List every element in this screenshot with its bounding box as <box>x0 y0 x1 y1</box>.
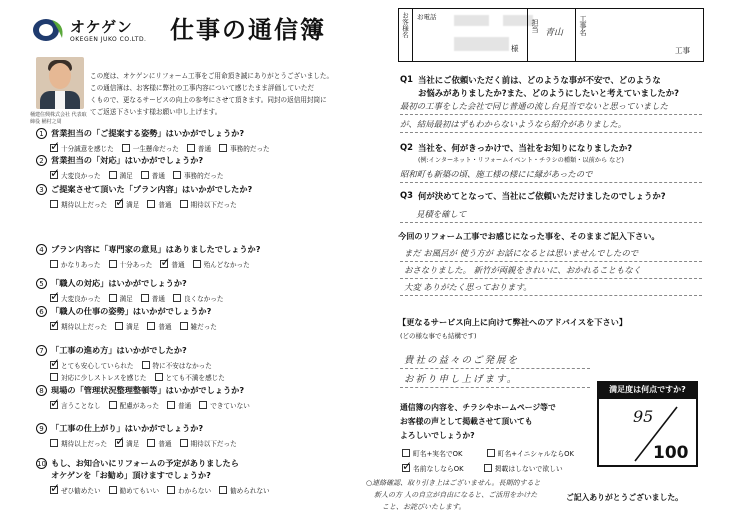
logo-subtext: OKEGEN JUKO CO.LTD. <box>70 36 147 43</box>
answer-option[interactable]: 普通 <box>141 293 165 303</box>
tanto-label: 担当 <box>531 19 539 33</box>
question-text: 「職人の仕事の姿勢」はいかがでしょうか? <box>51 306 212 316</box>
footer-note-line1: ○連絡確認、取り引き上はございません。長期的すると <box>366 479 541 487</box>
checkbox[interactable] <box>50 139 61 153</box>
answer-q3: 見積を確して <box>416 209 467 219</box>
answer-option[interactable]: 期待以上だった <box>50 199 107 209</box>
checkbox[interactable] <box>173 294 181 302</box>
checkbox[interactable] <box>109 171 117 179</box>
answer-option[interactable]: 普通 <box>167 400 191 410</box>
checkbox[interactable] <box>180 322 188 330</box>
check-mark-icon: ✓ <box>402 459 413 473</box>
answer-option[interactable]: 普通 <box>187 143 211 153</box>
checkbox[interactable] <box>160 255 171 269</box>
photo-caption: 桶建住興株式会社 代表取締役 桶村之周 <box>30 112 87 125</box>
kouji-suffix: 工事 <box>675 46 690 55</box>
option-row <box>50 372 233 382</box>
checkbox[interactable] <box>122 144 130 152</box>
advice-title: 【更なるサービス向上に向けて弊社へのアドバイスを下さい】 <box>398 317 628 327</box>
question-text: 「職人の対応」はいかがでしょうか? <box>51 278 187 288</box>
answer-option[interactable]: 普通 <box>141 170 165 180</box>
answer-option[interactable]: 殆んどなかった <box>193 259 250 269</box>
checkbox[interactable] <box>155 373 163 381</box>
score-title: 満足度は何点ですか? <box>597 381 698 399</box>
checkbox[interactable] <box>50 439 58 447</box>
question-text: 「工事の仕上がり」はいかがでしょうか? <box>51 423 204 433</box>
comment-line2: おさなりました。 新竹が両親をきれいに、おかれることもなく <box>404 265 642 275</box>
checkbox[interactable] <box>167 401 175 409</box>
question-number: 4 <box>36 244 47 255</box>
checkbox[interactable] <box>199 401 207 409</box>
publish-options-row1 <box>402 448 582 458</box>
answer-option[interactable]: ✓ ぜひ勧めたい <box>50 481 101 495</box>
question-number: 10 <box>37 460 46 468</box>
answer-option[interactable]: 満足 <box>115 321 139 331</box>
logo-text: オケゲン <box>70 18 133 36</box>
checkbox[interactable] <box>115 434 126 448</box>
answer-option[interactable]: 普通 <box>147 321 171 331</box>
question-number: 2 <box>36 155 47 166</box>
checkbox[interactable] <box>180 439 188 447</box>
checkbox[interactable] <box>50 396 61 410</box>
question-number: 9 <box>36 423 47 434</box>
answer-option[interactable]: かなりあった <box>50 259 101 269</box>
checkbox[interactable] <box>50 356 61 370</box>
option-row <box>50 434 245 448</box>
check-mark-icon: ✓ <box>50 481 61 495</box>
answer-option[interactable]: ✓ 満足 <box>115 434 140 448</box>
advice-line2: お祈り申し上げます。 <box>404 374 519 385</box>
advice-line1: 貴社の益々のご発展を <box>404 355 520 366</box>
customer-header-table <box>398 8 704 62</box>
check-mark-icon: ✓ <box>160 255 171 269</box>
option-row <box>50 255 258 269</box>
checkbox[interactable] <box>109 294 117 302</box>
option-row <box>50 356 220 370</box>
answer-option[interactable]: ✓ 普通 <box>160 255 185 269</box>
answer-option[interactable]: 良くなかった <box>173 293 224 303</box>
answer-option[interactable]: ✓ 期待以上だった <box>50 317 108 331</box>
option-row <box>50 195 245 209</box>
answer-q1-line1: 最初の工事をした会社で同じ普通の流し台見当でないと思っていました <box>400 101 668 111</box>
publish-option-decline[interactable]: 掲載はしないで欲しい <box>484 463 563 473</box>
answer-q1-line2: が、結局最初はずもわからないようなら紹介がありました。 <box>400 119 627 129</box>
intro-text: この度は、オケゲンにリフォーム工事をご用命頂き誠にありがとうございました。 この通信簿は、お客様に弊社の工事内容について感じたまま評価していただ くもので、更なるサービスの向上の参考にさせて頂きます。同封の返信用封筒に てご返送下さいます様お願い申し上げます。 <box>90 72 334 116</box>
answer-option[interactable]: とても不満を感じた <box>155 372 225 382</box>
logo-mark-icon <box>32 16 66 44</box>
brand-logo <box>32 14 162 50</box>
check-mark-icon: ✓ <box>50 356 61 370</box>
customer-name-label: お客様名 <box>399 9 413 61</box>
checkbox[interactable] <box>50 289 61 303</box>
check-mark-icon: ✓ <box>115 195 126 209</box>
option-row <box>50 289 232 303</box>
answer-option[interactable]: 期待以下だった <box>180 199 237 209</box>
question-number: 6 <box>36 306 47 317</box>
publish-option-no-name[interactable]: ✓ 名前なしならOK <box>402 459 464 473</box>
answer-option[interactable]: 事務的だった <box>173 170 224 180</box>
checkbox[interactable] <box>180 200 188 208</box>
score-max: 100 <box>653 443 689 463</box>
option-row <box>50 396 258 410</box>
check-mark-icon: ✓ <box>115 434 126 448</box>
question-text: 現場の「管理状況整理整頓等」はいかがでしょうか? <box>51 385 245 395</box>
option-row <box>50 166 232 180</box>
check-mark-icon: ✓ <box>50 396 61 410</box>
check-mark-icon: ✓ <box>50 139 61 153</box>
checkbox[interactable] <box>115 322 123 330</box>
question-text: 営業担当の「対応」はいかがでしょうか? <box>51 155 204 165</box>
page-title: 仕事の通信簿 <box>170 16 326 44</box>
answer-option[interactable]: 一生懸命だった <box>122 143 179 153</box>
question-number: 5 <box>36 278 47 289</box>
footer-note-line3: こと、お詫びいたします。 <box>382 503 466 511</box>
phone-label: お電話 <box>417 13 437 21</box>
answer-q2: 昭和町も新築の頃、施工様の様にに縁があったので <box>400 169 593 179</box>
checkbox[interactable] <box>147 200 155 208</box>
checkbox[interactable] <box>109 401 117 409</box>
advice-subtitle: (どの様な事でも結構です) <box>400 332 477 340</box>
tanto-value: 青山 <box>545 28 564 38</box>
checkbox[interactable] <box>167 486 175 494</box>
checkbox[interactable] <box>50 373 58 381</box>
check-mark-icon: ✓ <box>50 166 61 180</box>
answer-option[interactable]: 普通 <box>147 438 171 448</box>
president-photo <box>36 57 84 109</box>
check-mark-icon: ✓ <box>50 289 61 303</box>
checkbox[interactable] <box>50 166 61 180</box>
question-text: プラン内容に「専門家の意見」はありましたでしょうか? <box>51 244 261 254</box>
answer-option[interactable]: できていない <box>199 400 250 410</box>
checkbox[interactable] <box>147 322 155 330</box>
comment-title: 今回のリフォーム工事でお感じになった事を、そのままご記入下さい。 <box>398 231 660 241</box>
answer-option[interactable]: 勧めてもいい <box>109 485 160 495</box>
answer-option[interactable]: 対応に少しストレスを感じた <box>50 372 147 382</box>
checkbox[interactable] <box>109 260 117 268</box>
checkbox[interactable] <box>50 260 58 268</box>
answer-option[interactable]: 勧められない <box>219 485 270 495</box>
question-number: 8 <box>36 385 47 396</box>
question-text: もし、お知合いにリフォームの予定がありましたら <box>51 458 239 468</box>
publish-option-name-real[interactable]: 町名+実名でOK <box>402 448 463 458</box>
question-number: 7 <box>36 345 47 356</box>
checkbox[interactable] <box>187 144 195 152</box>
question-number: 3 <box>36 184 47 195</box>
answer-option[interactable]: ✓ 十分誠意を感じた <box>50 139 114 153</box>
option-row <box>50 317 225 331</box>
checkbox[interactable] <box>193 260 201 268</box>
checkbox[interactable] <box>219 486 227 494</box>
publish-options-row2 <box>402 459 571 473</box>
answer-option[interactable]: ✓ 満足 <box>115 195 140 209</box>
checkbox[interactable] <box>50 200 58 208</box>
checkbox[interactable] <box>141 171 149 179</box>
checkbox[interactable] <box>141 294 149 302</box>
question-text: 「工事の進め方」はいかがでしたか? <box>51 345 187 355</box>
answer-option[interactable]: 期待以下だった <box>180 438 237 448</box>
sama-label: 様 <box>511 44 519 53</box>
answer-option[interactable]: 配慮があった <box>109 400 160 410</box>
answer-option[interactable]: ✓ とても安心していられた <box>50 356 134 370</box>
answer-option[interactable]: ✓ 言うことなし <box>50 396 101 410</box>
answer-option[interactable]: ✓ 大変良かった <box>50 166 101 180</box>
answer-option[interactable]: 事務的だった <box>219 143 270 153</box>
thanks-text: ご記入ありがとうございました。 <box>566 493 683 502</box>
satisfaction-score-box <box>597 381 698 467</box>
check-mark-icon: ✓ <box>50 317 61 331</box>
score-value: 95 <box>633 407 654 426</box>
option-row <box>50 139 278 153</box>
checkbox[interactable] <box>50 481 61 495</box>
answer-option[interactable]: 特に不安はなかった <box>142 360 212 370</box>
checkbox[interactable] <box>142 361 150 369</box>
question-text: ご提案させて頂いた「プラン内容」はいかがでしたか? <box>51 184 253 194</box>
checkbox[interactable] <box>219 144 227 152</box>
question-text: 営業担当の「ご提案する姿勢」はいかがでしょうか? <box>51 128 245 138</box>
redacted-name <box>454 37 509 51</box>
answer-option[interactable]: 期待以上だった <box>50 438 107 448</box>
answer-option[interactable]: 十分あった <box>109 259 153 269</box>
survey-sheet: オケゲン OKEGEN JUKO CO.LTD. 仕事の通信簿 桶建住興株式会社 代表取締役 桶村之周 この度は、オケゲンにリフォーム工事をご用命頂き誠にありがとうございました。 この通信簿は、お客様に弊社の工事内容について感じたまま評価していただ くもので、更なるサービスの向上の参考にさせて頂きます。同封の返信用封筒に てご返送下さいます様お願い申し上げます。 1 営業担当の「ご提案する姿勢」はいかがでしょうか? ✓ 十分誠意を感じた 一生懸命だった 普通 事務的だった 2 営業担当の「対応」はいかがでしょうか? ✓ 大変良かった 満足 普通 事務的だった 3 ご提案させて頂いた「プラン内容」はいかがでしたか? 期待以上だった ✓ 満足 普通 期待以下だった 4 プラン内容に「専門家の意見」はありましたでしょうか? かなりあった 十分あった ✓ 普通 殆んどなかった 5 「職人の対応」はいかがでしょうか? ✓ 大変良かった 満足 普通 良くなかった 6 「職人の仕事の姿勢」はいかがでしょうか? ✓ 期待以上だった 満足 普通 雑だった 7 「工事の進め方」はいかがでしたか? ✓ とても安心していられた 特に不安はなかった 対応に少しストレスを感じた とても不満を感じた 8 現場の「管理状況整理整頓等」はいかがでしょうか? ✓ 言うことなし 配慮があった 普通 できていない 9 「工事の仕上がり」はいかがでしょうか? 期待以上だった ✓ 満足 普通 期待以下だった 10 もし、お知合いにリフォームの予定がありましたら オケゲンを「お勧め」頂けますでしょうか? ✓ ぜひ勧めたい 勧めてもいい わからない 勧められない お客様名 お電話 様 担当 青山 工事名 工事 Q1 当社にご依頼いただく前は、どのような事が不安で、どのような お悩みがありましたか?また、どのようにしたいと考えていましたか? 最初の工事をした会社で同じ普通の流し台見当でないと思っていました が、結局最初はずもわからないようなら紹介がありました。 Q2 当社を、何がきっかけで、当社をお知りになりましたか? (例:インターネット・リフォームイベント・チラシの種類・以前から など) 昭和町も新築の頃、施工様の様にに縁があったので Q3 何が決めてとなって、当社にご依頼いただけましたのでしょうか? 見積を確して 今回のリフォーム工事でお感じになった事を、そのままご記入下さい。 まだ お風呂が 使う方が お話になるとは思いませんでしたので おさなりました。 新竹が両親をきれいに、おかれることもなく 大変 ありがたく思っております。 【更なるサービス向上に向けて弊社へのアドバイスを下さい】 (どの様な事でも結構です) 貴社の益々のご発展を お祈り申し上げます。 通信簿の内容を、チラシやホームページ等で お客様の声として掲載させて頂いても よろしいでしょうか? 町名+実名でOK 町名+イニシャルならOK ✓ 名前なしならOK 掲載はしないで欲しい 満足度は何点ですか? 95 100 ○連絡確認、取り引き上はございません。長期的すると 新人の方 人の自立が自由になると、ご活用をかけた こと、お詫びいたします。 ご記入ありがとうございました。 <box>0 0 730 516</box>
footer-note-line2: 新人の方 人の自立が自由になると、ご活用をかけた <box>374 491 538 499</box>
answer-option[interactable]: ✓ 大変良かった <box>50 289 101 303</box>
answer-option[interactable]: 雑だった <box>180 321 217 331</box>
publish-option-initial[interactable]: 町名+イニシャルならOK <box>487 448 574 458</box>
checkbox[interactable] <box>109 486 117 494</box>
question-number: 1 <box>36 128 47 139</box>
answer-option[interactable]: 満足 <box>109 170 133 180</box>
kouji-label: 工事名 <box>579 15 587 36</box>
question-text-2: オケゲンを「お勧め」頂けますでしょうか? <box>51 470 211 480</box>
comment-line3: 大変 ありがたく思っております。 <box>404 282 532 292</box>
checkbox[interactable] <box>115 195 126 209</box>
checkbox[interactable] <box>173 171 181 179</box>
checkbox[interactable] <box>147 439 155 447</box>
answer-option[interactable]: 満足 <box>109 293 133 303</box>
comment-line1: まだ お風呂が 使う方が お話になるとは思いませんでしたので <box>404 248 639 258</box>
checkbox[interactable] <box>50 317 61 331</box>
option-row <box>50 481 278 495</box>
redacted-phone <box>454 15 489 26</box>
answer-option[interactable]: わからない <box>167 485 211 495</box>
answer-option[interactable]: 普通 <box>147 199 171 209</box>
